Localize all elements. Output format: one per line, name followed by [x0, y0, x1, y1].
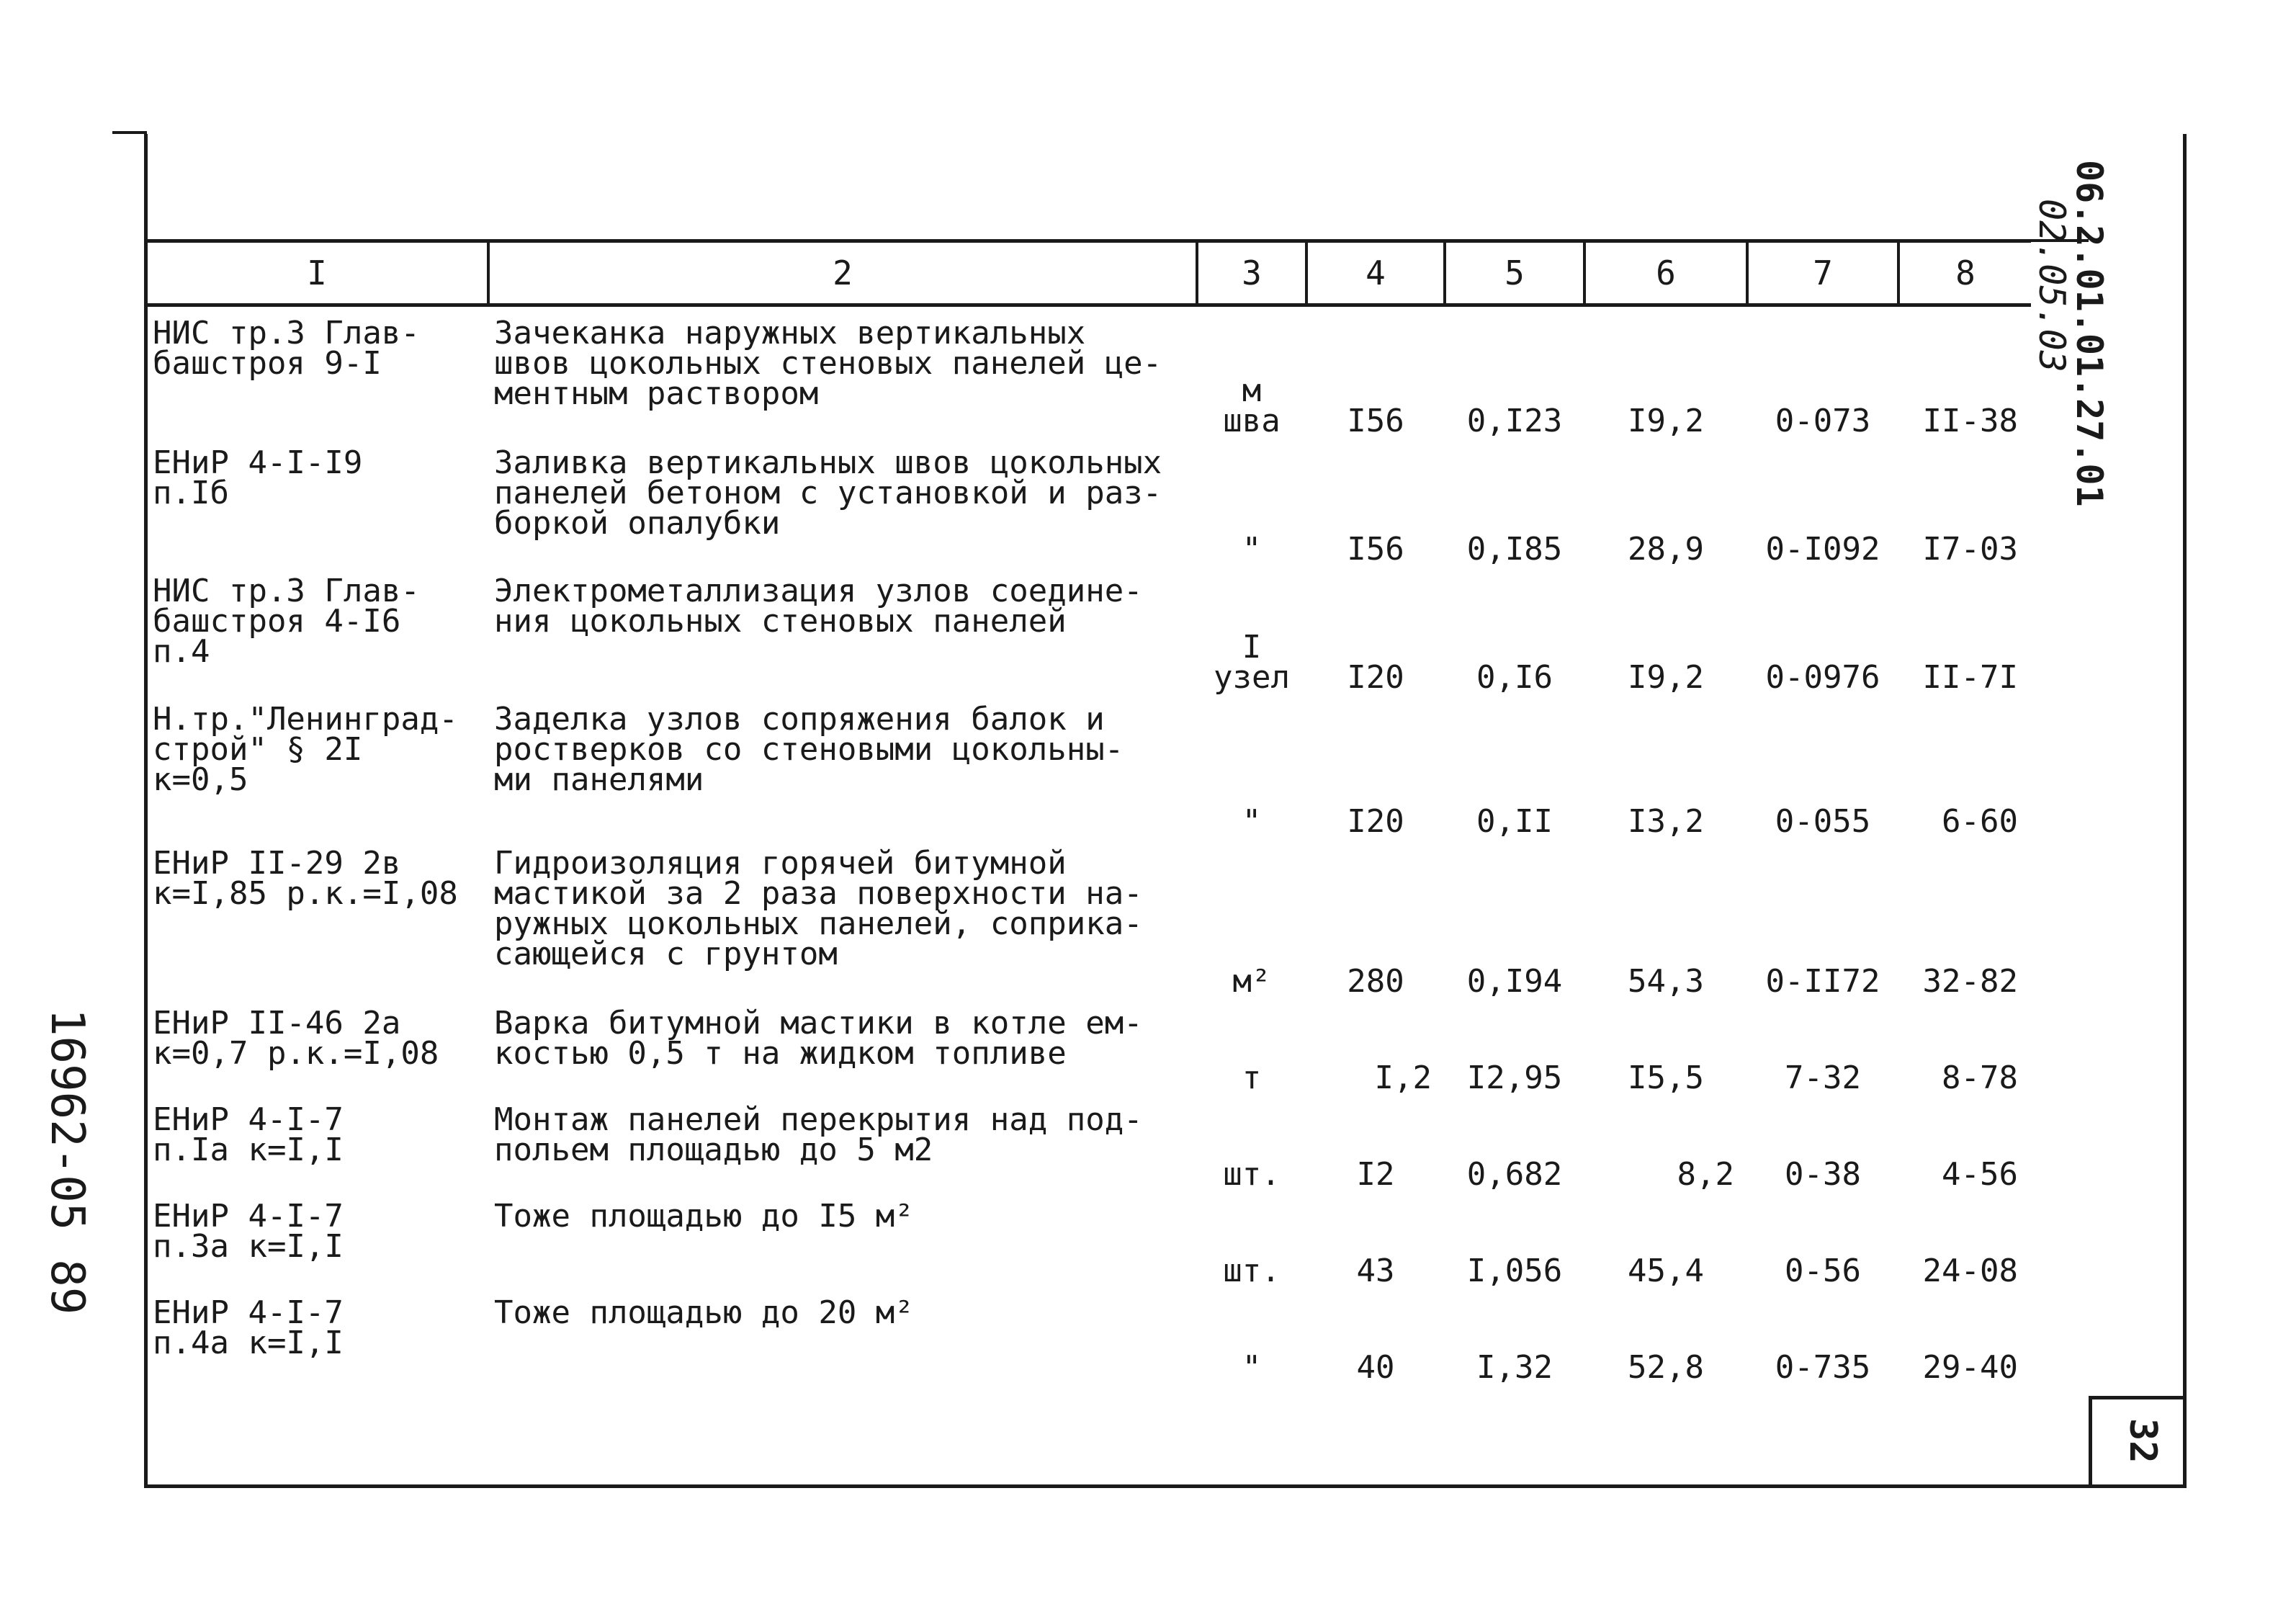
value-col-7: 0-38 — [1785, 1155, 1861, 1193]
value-col-6: I9,2 — [1628, 658, 1704, 696]
header-row — [147, 241, 2031, 305]
page-number-box — [2089, 1396, 2187, 1487]
value-col-7: 0-0976 — [1765, 658, 1880, 696]
value-col-8: II-38 — [1922, 402, 2018, 439]
frame-top-edge — [112, 131, 147, 134]
value-col-6: 52,8 — [1628, 1348, 1704, 1386]
value-col-8: I7-03 — [1922, 530, 2018, 568]
value-col-5: I,32 — [1476, 1348, 1553, 1386]
value-col-7: 0-073 — [1775, 402, 1871, 439]
quantity: 280 — [1347, 962, 1404, 1000]
value-col-8: 6-60 — [1942, 802, 2018, 840]
value-col-7: 0-II72 — [1765, 962, 1880, 1000]
value-col-5: 0,682 — [1466, 1155, 1563, 1193]
value-col-6: 28,9 — [1628, 530, 1704, 568]
estimate-table — [147, 239, 2031, 1386]
column-header-8: 8 — [1898, 241, 2031, 305]
quantity: I56 — [1347, 402, 1404, 439]
norm-reference: НИС тр.3 Глав- башстроя 4-I6 п.4 — [153, 572, 420, 670]
unit: т — [1242, 1059, 1262, 1096]
table-row — [147, 1093, 2031, 1190]
unit: м² — [1232, 962, 1271, 1000]
work-description: Тоже площадью до 20 м² — [494, 1294, 914, 1331]
unit: " — [1242, 530, 1262, 568]
table-row — [147, 305, 2031, 436]
unit: шт. — [1223, 1252, 1281, 1289]
document-code-secondary: 02.05.03 — [2031, 199, 2073, 372]
value-col-6: I5,5 — [1628, 1059, 1704, 1096]
document-code-primary: 06.2.01.01.27.01 — [2068, 160, 2110, 507]
table-row — [147, 436, 2031, 565]
norm-reference: НИС тр.3 Глав- башстроя 9-I — [153, 315, 420, 382]
value-col-5: 0,I23 — [1466, 402, 1563, 439]
value-col-7: 0-I092 — [1765, 530, 1880, 568]
table-row — [147, 1190, 2031, 1286]
column-header-3: 3 — [1197, 241, 1306, 305]
quantity: I2 — [1356, 1155, 1395, 1193]
work-description: Электрометаллизация узлов соедине- ния цокольных стеновых панелей — [494, 572, 1143, 640]
value-col-5: 0,I6 — [1476, 658, 1553, 696]
unit: " — [1242, 1348, 1262, 1386]
value-col-5: I2,95 — [1466, 1059, 1563, 1096]
unit: " — [1242, 802, 1262, 840]
norm-reference: Н.тр."Ленинград- строй" § 2I к=0,5 — [153, 700, 458, 798]
unit: I узел — [1214, 628, 1290, 696]
page-number: 32 — [2121, 1418, 2164, 1464]
quantity: I20 — [1347, 658, 1404, 696]
quantity: 40 — [1356, 1348, 1395, 1386]
unit: шт. — [1223, 1155, 1281, 1193]
norm-reference: ЕНиР 4-I-7 п.Iа к=I,I — [153, 1101, 344, 1168]
doc-number: 16962-05 — [40, 1008, 94, 1231]
work-description: Гидроизоляция горячей битумной мастикой за 2 раза поверхности на- ружных цокольных панелей, соприка- сающейся с грунтом — [494, 844, 1143, 972]
value-col-7: 0-055 — [1775, 802, 1871, 840]
table-row — [147, 837, 2031, 997]
quantity: I20 — [1347, 802, 1404, 840]
quantity: 43 — [1356, 1252, 1395, 1289]
norm-reference: ЕНиР 4-I-7 п.4а к=I,I — [153, 1294, 344, 1361]
value-col-6: 54,3 — [1628, 962, 1704, 1000]
value-col-8: 32-82 — [1922, 962, 2018, 1000]
column-header-5: 5 — [1445, 241, 1584, 305]
column-header-1: I — [147, 241, 488, 305]
value-col-6: I9,2 — [1628, 402, 1704, 439]
quantity: I,2 — [1374, 1059, 1432, 1096]
work-description: Монтаж панелей перекрытия над под- польем площадью до 5 м2 — [494, 1101, 1143, 1168]
value-col-8: 29-40 — [1922, 1348, 2018, 1386]
norm-reference: ЕНиР II-46 2а к=0,7 р.к.=I,08 — [153, 1004, 439, 1072]
table-row — [147, 693, 2031, 837]
table-row — [147, 997, 2031, 1093]
work-description: Тоже площадью до I5 м² — [494, 1197, 914, 1235]
value-col-6: I3,2 — [1628, 802, 1704, 840]
value-col-8: 24-08 — [1922, 1252, 2018, 1289]
quantity: I56 — [1347, 530, 1404, 568]
unit: м шва — [1223, 372, 1281, 439]
value-col-7: 0-735 — [1775, 1348, 1871, 1386]
column-header-2: 2 — [488, 241, 1197, 305]
value-col-8: 4-56 — [1942, 1155, 2018, 1193]
norm-reference: ЕНиР 4-I-I9 п.Iб — [153, 444, 363, 511]
table-row — [147, 1286, 2031, 1383]
column-header-7: 7 — [1747, 241, 1898, 305]
value-col-7: 0-56 — [1785, 1252, 1861, 1289]
norm-reference: ЕНиР II-29 2в к=I,85 р.к.=I,08 — [153, 844, 458, 912]
side-stamp — [40, 1008, 94, 1314]
norm-reference: ЕНиР 4-I-7 п.3а к=I,I — [153, 1197, 344, 1265]
work-description: Зачеканка наружных вертикальных швов цокольных стеновых панелей це- ментным раствором — [494, 315, 1162, 412]
column-header-6: 6 — [1584, 241, 1747, 305]
value-col-5: 0,I94 — [1466, 962, 1563, 1000]
value-col-5: 0,I85 — [1466, 530, 1563, 568]
work-description: Заливка вертикальных швов цокольных панелей бетоном с установкой и раз- боркой опалубки — [494, 444, 1162, 542]
sheet-number: 89 — [40, 1259, 94, 1315]
table-row — [147, 565, 2031, 693]
value-col-5: I,056 — [1466, 1252, 1563, 1289]
work-description: Варка битумной мастики в котле ем- костью 0,5 т на жидком топливе — [494, 1004, 1143, 1072]
value-col-6: 45,4 — [1628, 1252, 1704, 1289]
column-header-4: 4 — [1306, 241, 1445, 305]
value-col-5: 0,II — [1476, 802, 1553, 840]
value-col-7: 7-32 — [1785, 1059, 1861, 1096]
value-col-8: 8-78 — [1942, 1059, 2018, 1096]
value-col-6: 8,2 — [1677, 1155, 1734, 1193]
value-col-8: II-7I — [1922, 658, 2018, 696]
work-description: Заделка узлов сопряжения балок и ростверков со стеновыми цокольны- ми панелями — [494, 700, 1124, 798]
